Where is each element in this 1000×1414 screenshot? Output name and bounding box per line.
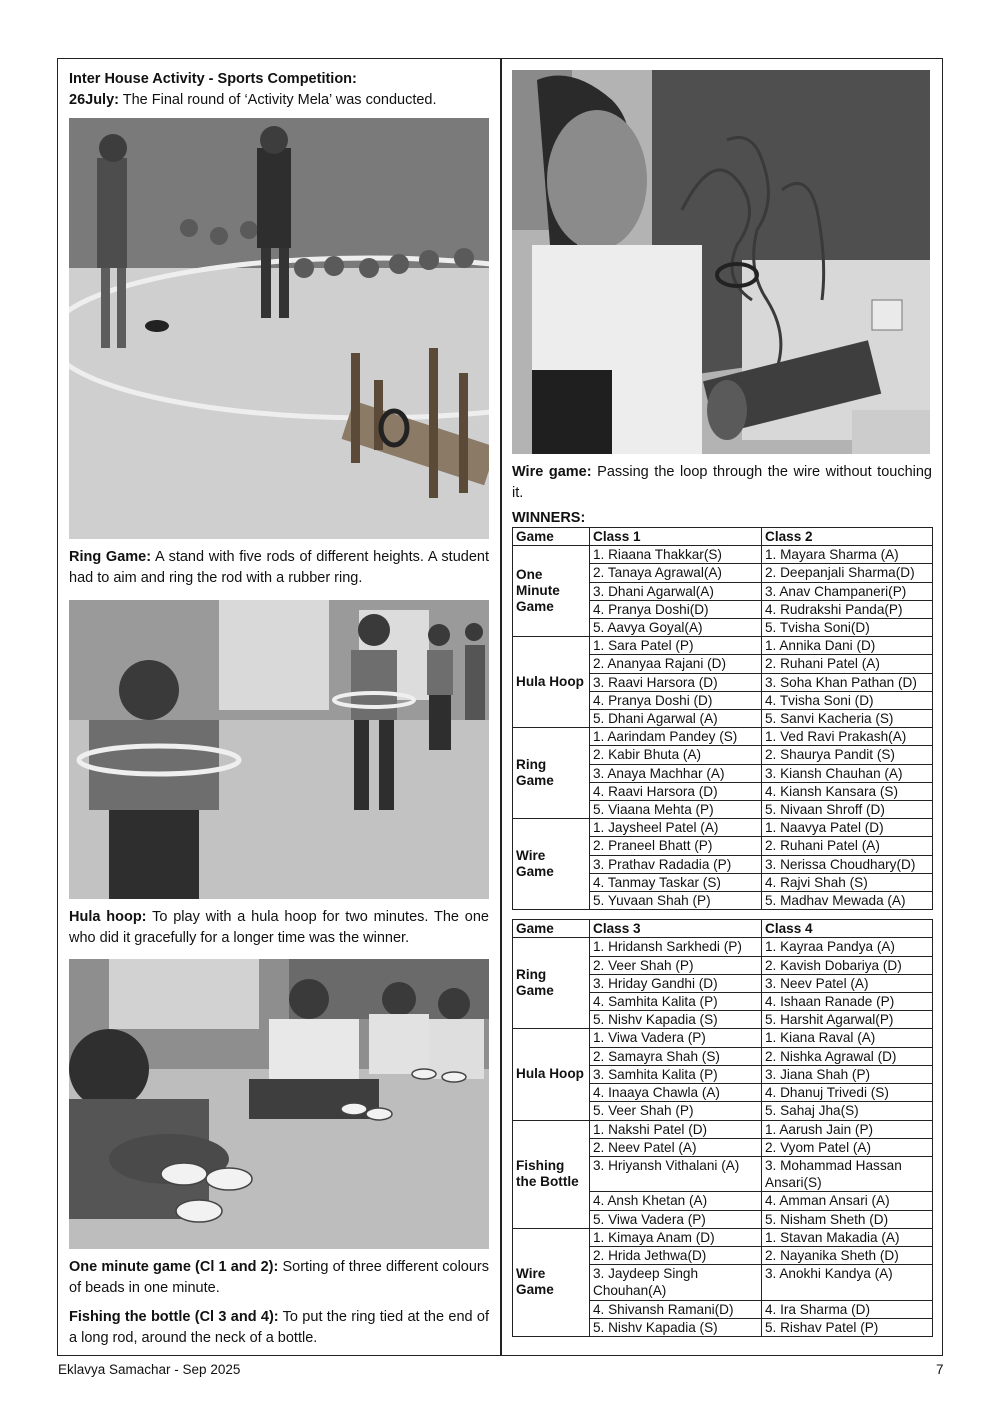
table-row <box>513 938 933 956</box>
winners-title: WINNERS: <box>512 510 586 526</box>
game-name-cell: Hula Hoop <box>513 1029 590 1120</box>
table-row <box>513 1120 933 1138</box>
winner-cell: 1. Kiana Raval (A) <box>762 1029 933 1047</box>
winner-cell: 5. Sanvi Kacheria (S) <box>762 710 933 728</box>
winner-cell: 5. Nishv Kapadia (S) <box>590 1318 762 1336</box>
header-game: Game <box>513 920 590 938</box>
winner-cell: 1. Ved Ravi Prakash(A) <box>762 728 933 746</box>
winner-cell: 2. Deepanjali Sharma(D) <box>762 564 933 582</box>
winner-cell: 1. Hridansh Sarkhedi (P) <box>590 938 762 956</box>
winner-cell: 2. Praneel Bhatt (P) <box>590 837 762 855</box>
winner-cell: 5. Dhani Agarwal (A) <box>590 710 762 728</box>
winner-cell: 3. Prathav Radadia (P) <box>590 855 762 873</box>
one-minute-game-photo <box>69 959 489 1249</box>
one-minute-game-caption: One minute game (Cl 1 and 2): Sorting of three different colours of beads in one minute. <box>69 1259 489 1296</box>
winner-cell: 2. Shaurya Pandit (S) <box>762 746 933 764</box>
footer-page-number: 7 <box>936 1362 944 1377</box>
table-row <box>513 546 933 564</box>
winner-cell: 2. Kavish Dobariya (D) <box>762 956 933 974</box>
header-class-2: Class 2 <box>762 528 933 546</box>
left-column <box>69 68 489 1349</box>
intro-line <box>69 90 489 111</box>
winner-cell: 5. Viwa Vadera (P) <box>590 1210 762 1228</box>
winner-cell: 4. Dhanuj Trivedi (S) <box>762 1084 933 1102</box>
winner-cell: 5. Nisham Sheth (D) <box>762 1210 933 1228</box>
one-minute-game-label: One minute game (Cl 1 and 2): <box>69 1259 279 1275</box>
winner-cell: 2. Samayra Shah (S) <box>590 1047 762 1065</box>
winner-cell: 2. Ruhani Patel (A) <box>762 655 933 673</box>
winner-cell: 1. Kimaya Anam (D) <box>590 1228 762 1246</box>
winner-cell: 3. Kiansh Chauhan (A) <box>762 764 933 782</box>
game-name-cell: Hula Hoop <box>513 637 590 728</box>
winner-cell: 4. Shivansh Ramani(D) <box>590 1300 762 1318</box>
wire-game-label: Wire game: <box>512 464 592 480</box>
table-row <box>513 728 933 746</box>
winner-cell: 4. Kiansh Kansara (S) <box>762 782 933 800</box>
winners-table-class-1-2 <box>512 527 933 910</box>
winner-cell: 3. Neev Patel (A) <box>762 974 933 992</box>
fishing-bottle-caption: Fishing the bottle (Cl 3 and 4): To put the ring tied at the end of a long rod, around the neck of a bottle. <box>69 1309 489 1346</box>
header-class-1: Class 1 <box>590 528 762 546</box>
game-name-cell: Wire Game <box>513 1228 590 1336</box>
winner-cell: 2. Tanaya Agrawal(A) <box>590 564 762 582</box>
winner-cell: 1. Sara Patel (P) <box>590 637 762 655</box>
date-label: 26July: <box>69 92 119 108</box>
table-header-row <box>513 528 933 546</box>
table2-body <box>513 938 933 1336</box>
header-class-3: Class 3 <box>590 920 762 938</box>
winner-cell: 2. Vyom Patel (A) <box>762 1138 933 1156</box>
table-row <box>513 1029 933 1047</box>
winner-cell: 4. Ira Sharma (D) <box>762 1300 933 1318</box>
winner-cell: 1. Stavan Makadia (A) <box>762 1228 933 1246</box>
winner-cell: 1. Naavya Patel (D) <box>762 819 933 837</box>
winner-cell: 1. Viwa Vadera (P) <box>590 1029 762 1047</box>
winner-cell: 1. Aarindam Pandey (S) <box>590 728 762 746</box>
hula-hoop-caption: Hula hoop: To play with a hula hoop for two minutes. The one who did it gracefully for a longer time was the winner. <box>69 909 489 946</box>
winner-cell: 3. Soha Khan Pathan (D) <box>762 673 933 691</box>
wire-game-caption: Wire game: Passing the loop through the wire without touching it. <box>512 464 932 501</box>
winner-cell: 5. Yuvaan Shah (P) <box>590 892 762 910</box>
winner-cell: 5. Rishav Patel (P) <box>762 1318 933 1336</box>
winner-cell: 1. Annika Dani (D) <box>762 637 933 655</box>
fishing-bottle-label: Fishing the bottle (Cl 3 and 4): <box>69 1309 279 1325</box>
winner-cell: 1. Kayraa Pandya (A) <box>762 938 933 956</box>
winner-cell: 4. Samhita Kalita (P) <box>590 993 762 1011</box>
winner-cell: 4. Rajvi Shah (S) <box>762 873 933 891</box>
winner-cell: 1. Mayara Sharma (A) <box>762 546 933 564</box>
winner-cell: 4. Amman Ansari (A) <box>762 1192 933 1210</box>
winner-cell: 4. Tvisha Soni (D) <box>762 691 933 709</box>
winner-cell: 3. Dhani Agarwal(A) <box>590 582 762 600</box>
winner-cell: 4. Pranya Doshi (D) <box>590 691 762 709</box>
game-name-cell: Ring Game <box>513 728 590 819</box>
winner-cell: 2. Ruhani Patel (A) <box>762 837 933 855</box>
winner-cell: 3. Samhita Kalita (P) <box>590 1065 762 1083</box>
winner-cell: 5. Tvisha Soni(D) <box>762 619 933 637</box>
winner-cell: 5. Aavya Goyal(A) <box>590 619 762 637</box>
game-name-cell: Ring Game <box>513 938 590 1029</box>
table1-body <box>513 546 933 910</box>
section-heading: Inter House Activity - Sports Competition: <box>69 71 357 87</box>
winner-cell: 3. Hriyansh Vithalani (A) <box>590 1156 762 1191</box>
winner-cell: 5. Nivaan Shroff (D) <box>762 801 933 819</box>
right-column <box>512 68 932 1337</box>
header-class-4: Class 4 <box>762 920 933 938</box>
winner-cell: 5. Harshit Agarwal(P) <box>762 1011 933 1029</box>
winner-cell: 3. Nerissa Choudhary(D) <box>762 855 933 873</box>
table-row <box>513 637 933 655</box>
winner-cell: 4. Ishaan Ranade (P) <box>762 993 933 1011</box>
winner-cell: 5. Nishv Kapadia (S) <box>590 1011 762 1029</box>
winner-cell: 5. Sahaj Jha(S) <box>762 1102 933 1120</box>
winner-cell: 2. Nishka Agrawal (D) <box>762 1047 933 1065</box>
winner-cell: 2. Hrida Jethwa(D) <box>590 1246 762 1264</box>
winner-cell: 2. Kabir Bhuta (A) <box>590 746 762 764</box>
ring-game-label: Ring Game: <box>69 549 152 565</box>
footer-publication: Eklavya Samachar - Sep 2025 <box>58 1362 241 1377</box>
winner-cell: 5. Viaana Mehta (P) <box>590 801 762 819</box>
winner-cell: 3. Jaydeep Singh Chouhan(A) <box>590 1265 762 1300</box>
ring-game-photo <box>69 118 489 539</box>
table-header-row <box>513 920 933 938</box>
table-row <box>513 819 933 837</box>
winner-cell: 1. Jaysheel Patel (A) <box>590 819 762 837</box>
header-game: Game <box>513 528 590 546</box>
winner-cell: 1. Nakshi Patel (D) <box>590 1120 762 1138</box>
winner-cell: 4. Pranya Doshi(D) <box>590 600 762 618</box>
game-name-cell: Wire Game <box>513 819 590 910</box>
winner-cell: 2. Nayanika Sheth (D) <box>762 1246 933 1264</box>
winner-cell: 4. Tanmay Taskar (S) <box>590 873 762 891</box>
winner-cell: 3. Hriday Gandhi (D) <box>590 974 762 992</box>
winner-cell: 3. Mohammad Hassan Ansari(S) <box>762 1156 933 1191</box>
winner-cell: 4. Inaaya Chawla (A) <box>590 1084 762 1102</box>
winner-cell: 3. Anokhi Kandya (A) <box>762 1265 933 1300</box>
winner-cell: 3. Anav Champaneri(P) <box>762 582 933 600</box>
winner-cell: 3. Raavi Harsora (D) <box>590 673 762 691</box>
winner-cell: 2. Ananyaa Rajani (D) <box>590 655 762 673</box>
column-divider <box>500 58 502 1356</box>
wire-game-photo <box>512 70 930 454</box>
game-name-cell: One Minute Game <box>513 546 590 637</box>
winner-cell: 4. Ansh Khetan (A) <box>590 1192 762 1210</box>
winner-cell: 4. Rudrakshi Panda(P) <box>762 600 933 618</box>
winner-cell: 4. Raavi Harsora (D) <box>590 782 762 800</box>
winner-cell: 1. Aarush Jain (P) <box>762 1120 933 1138</box>
winner-cell: 2. Neev Patel (A) <box>590 1138 762 1156</box>
date-text: The Final round of ‘Activity Mela’ was conducted. <box>118 92 437 108</box>
table-row <box>513 1228 933 1246</box>
winners-table-class-3-4 <box>512 919 933 1337</box>
winner-cell: 5. Veer Shah (P) <box>590 1102 762 1120</box>
game-name-cell: Fishing the Bottle <box>513 1120 590 1228</box>
winner-cell: 1. Riaana Thakkar(S) <box>590 546 762 564</box>
winner-cell: 2. Veer Shah (P) <box>590 956 762 974</box>
winner-cell: 3. Jiana Shah (P) <box>762 1065 933 1083</box>
winner-cell: 3. Anaya Machhar (A) <box>590 764 762 782</box>
ring-game-caption: Ring Game: A stand with five rods of different heights. A student had to aim and ring the rod with a rubber ring. <box>69 549 489 586</box>
hula-hoop-photo <box>69 600 489 899</box>
winner-cell: 5. Madhav Mewada (A) <box>762 892 933 910</box>
hula-hoop-label: Hula hoop: <box>69 909 147 925</box>
